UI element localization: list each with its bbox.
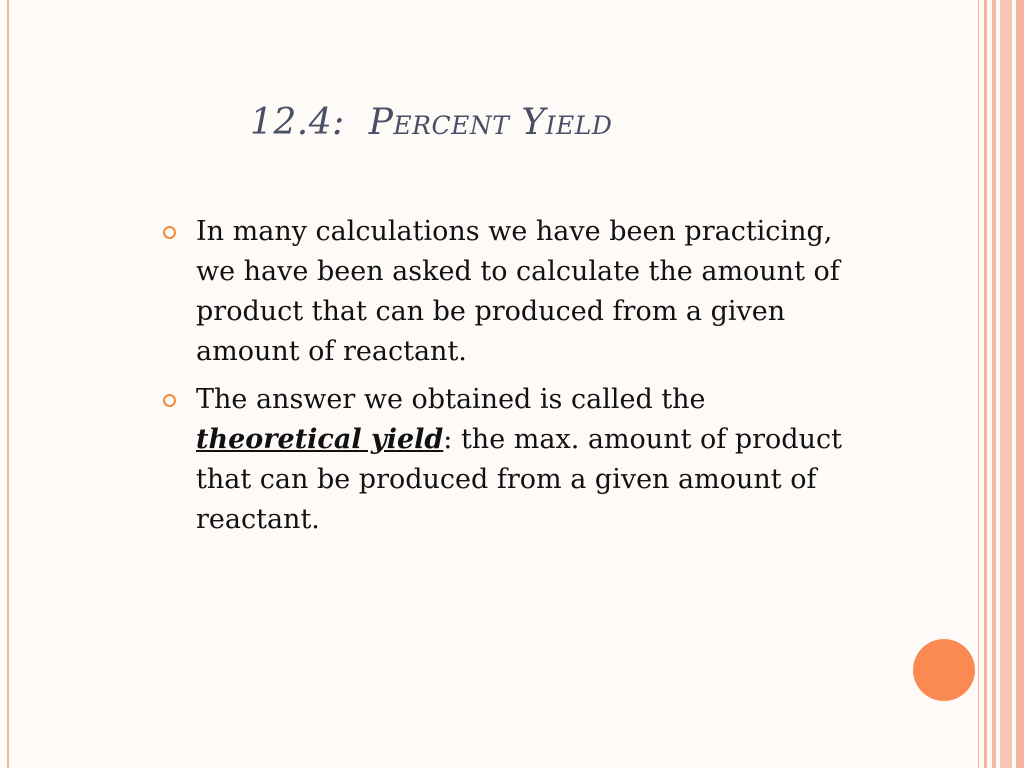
title-number: 12.4: bbox=[250, 102, 345, 143]
bullet-line: The answer we obtained is called the bbox=[196, 384, 706, 415]
bullet-line bbox=[196, 420, 960, 460]
right-border-stripe bbox=[1000, 0, 1012, 768]
right-border-stripe bbox=[984, 0, 987, 768]
term-definition: : the max. amount of product bbox=[443, 424, 842, 455]
bullet-circle-icon bbox=[163, 226, 176, 239]
corner-circle-decoration bbox=[913, 639, 975, 701]
bullet-item bbox=[160, 380, 960, 540]
bullet-line: In many calculations we have been practicing, bbox=[196, 216, 833, 247]
title-text: Percent Yield bbox=[368, 102, 613, 143]
key-term: theoretical yield bbox=[196, 424, 444, 455]
bullet-circle-icon bbox=[163, 394, 176, 407]
bullet-line: that can be produced from a given amount of bbox=[196, 464, 817, 495]
left-border-line bbox=[7, 0, 9, 768]
bullet-line: product that can be produced from a given bbox=[196, 296, 786, 327]
right-border-stripe bbox=[992, 0, 996, 768]
bullet-item bbox=[160, 212, 960, 372]
bullet-line: amount of reactant. bbox=[196, 336, 467, 367]
right-border-stripe bbox=[1016, 0, 1024, 768]
bullet-line: reactant. bbox=[196, 504, 320, 535]
right-border-stripe bbox=[978, 0, 979, 768]
slide-title bbox=[250, 102, 612, 143]
bullet-line: we have been asked to calculate the amount of bbox=[196, 256, 840, 287]
bullet-list bbox=[160, 212, 960, 548]
